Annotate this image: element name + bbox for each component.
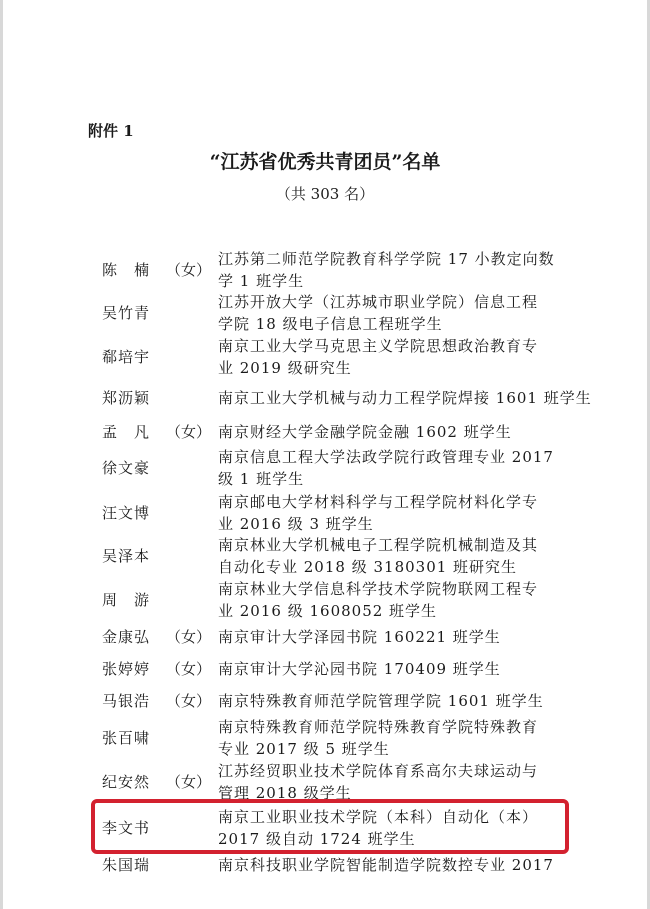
member-affiliation — [218, 387, 592, 409]
affiliation-line: 专业 2017 级 5 班学生 — [218, 740, 390, 758]
affiliation-line: 学院 18 级电子信息工程班学生 — [218, 315, 443, 333]
list-item — [0, 248, 650, 292]
member-affiliation — [218, 534, 558, 578]
member-name: 陈 楠 — [102, 261, 151, 279]
member-name: 朱国瑞 — [102, 856, 151, 874]
member-name: 张百啸 — [102, 729, 151, 747]
member-affiliation — [218, 626, 558, 648]
member-name: 吴竹青 — [102, 304, 151, 322]
member-name: 周 游 — [102, 591, 151, 609]
affiliation-line: 南京特殊教育师范学院特殊教育学院特殊教育 — [218, 718, 539, 736]
member-name: 郑沥颖 — [102, 389, 151, 407]
affiliation-line: 南京林业大学机械电子工程学院机械制造及其 — [218, 536, 539, 554]
member-name: 徐文豪 — [102, 459, 151, 477]
affiliation-line: 南京审计大学泽园书院 160221 班学生 — [218, 628, 501, 646]
member-affiliation — [218, 658, 558, 680]
affiliation-line: 江苏经贸职业技术学院体育系高尔夫球运动与 — [218, 762, 539, 780]
member-name: 李文书 — [102, 819, 151, 837]
list-item — [0, 626, 650, 648]
affiliation-line: 级 1 班学生 — [218, 470, 305, 488]
member-affiliation — [218, 760, 558, 804]
affiliation-line: 南京工业大学马克思主义学院思想政治教育专 — [218, 337, 539, 355]
affiliation-line: 南京审计大学沁园书院 170409 班学生 — [218, 660, 501, 678]
affiliation-line: 南京工业大学机械与动力工程学院焊接 1601 班学生 — [218, 389, 592, 407]
member-name: 纪安然 — [102, 773, 151, 791]
member-name: 孟 凡 — [102, 423, 151, 441]
member-affiliation — [218, 446, 558, 490]
member-affiliation — [218, 491, 558, 535]
affiliation-line: 业 2016 级 1608052 班学生 — [218, 602, 438, 620]
list-item — [0, 658, 650, 680]
affiliation-line: 业 2016 级 3 班学生 — [218, 515, 374, 533]
affiliation-line: 南京财经大学金融学院金融 1602 班学生 — [218, 423, 512, 441]
affiliation-line: 管理 2018 级学生 — [218, 784, 352, 802]
member-affiliation — [218, 335, 558, 379]
list-item — [0, 534, 650, 578]
affiliation-line: 2017 级自动 1724 班学生 — [218, 830, 416, 848]
member-affiliation — [218, 854, 558, 876]
list-item — [0, 716, 650, 760]
member-gender: （女） — [166, 628, 212, 646]
list-item — [0, 335, 650, 379]
member-affiliation — [218, 690, 558, 712]
total-count: （共 303 名） — [275, 185, 375, 203]
list-item — [0, 387, 650, 409]
member-name: 张婷婷 — [102, 660, 151, 678]
member-affiliation — [218, 421, 558, 443]
list-item — [0, 446, 650, 490]
member-name: 金康弘 — [102, 628, 151, 646]
member-affiliation — [218, 291, 558, 335]
list-item — [0, 690, 650, 712]
list-item — [0, 854, 650, 876]
attachment-label: 附件 1 — [88, 122, 134, 140]
list-item — [0, 491, 650, 535]
member-gender: （女） — [166, 423, 212, 441]
affiliation-line: 南京邮电大学材料科学与工程学院材料化学专 — [218, 493, 539, 511]
affiliation-line: 业 2019 级研究生 — [218, 359, 352, 377]
affiliation-line: 南京科技职业学院智能制造学院数控专业 2017 — [218, 856, 554, 874]
affiliation-line: 学 1 班学生 — [218, 272, 305, 290]
affiliation-line: 南京林业大学信息科学技术学院物联网工程专 — [218, 580, 539, 598]
affiliation-line: 江苏开放大学（江苏城市职业学院）信息工程 — [218, 293, 539, 311]
list-item — [0, 291, 650, 335]
affiliation-line: 自动化专业 2018 级 3180301 班研究生 — [218, 558, 518, 576]
member-gender: （女） — [166, 692, 212, 710]
member-affiliation — [218, 578, 558, 622]
member-affiliation — [218, 248, 558, 292]
list-item — [0, 421, 650, 443]
document-title: “江苏省优秀共青团员”名单 — [209, 151, 441, 173]
highlight-box — [91, 799, 569, 854]
affiliation-line: 江苏第二师范学院教育科学学院 17 小教定向数 — [218, 250, 555, 268]
affiliation-line: 南京特殊教育师范学院管理学院 1601 班学生 — [218, 692, 544, 710]
member-name: 汪文博 — [102, 504, 151, 522]
affiliation-line: 南京工业职业技术学院（本科）自动化（本） — [218, 808, 539, 826]
list-item — [0, 760, 650, 804]
affiliation-line: 南京信息工程大学法政学院行政管理专业 2017 — [218, 448, 554, 466]
member-name: 吴泽本 — [102, 547, 151, 565]
member-gender: （女） — [166, 660, 212, 678]
list-item — [0, 578, 650, 622]
member-name: 马银浩 — [102, 692, 151, 710]
member-name: 郗培宇 — [102, 348, 151, 366]
member-gender: （女） — [166, 261, 212, 279]
member-affiliation — [218, 716, 558, 760]
member-gender: （女） — [166, 773, 212, 791]
